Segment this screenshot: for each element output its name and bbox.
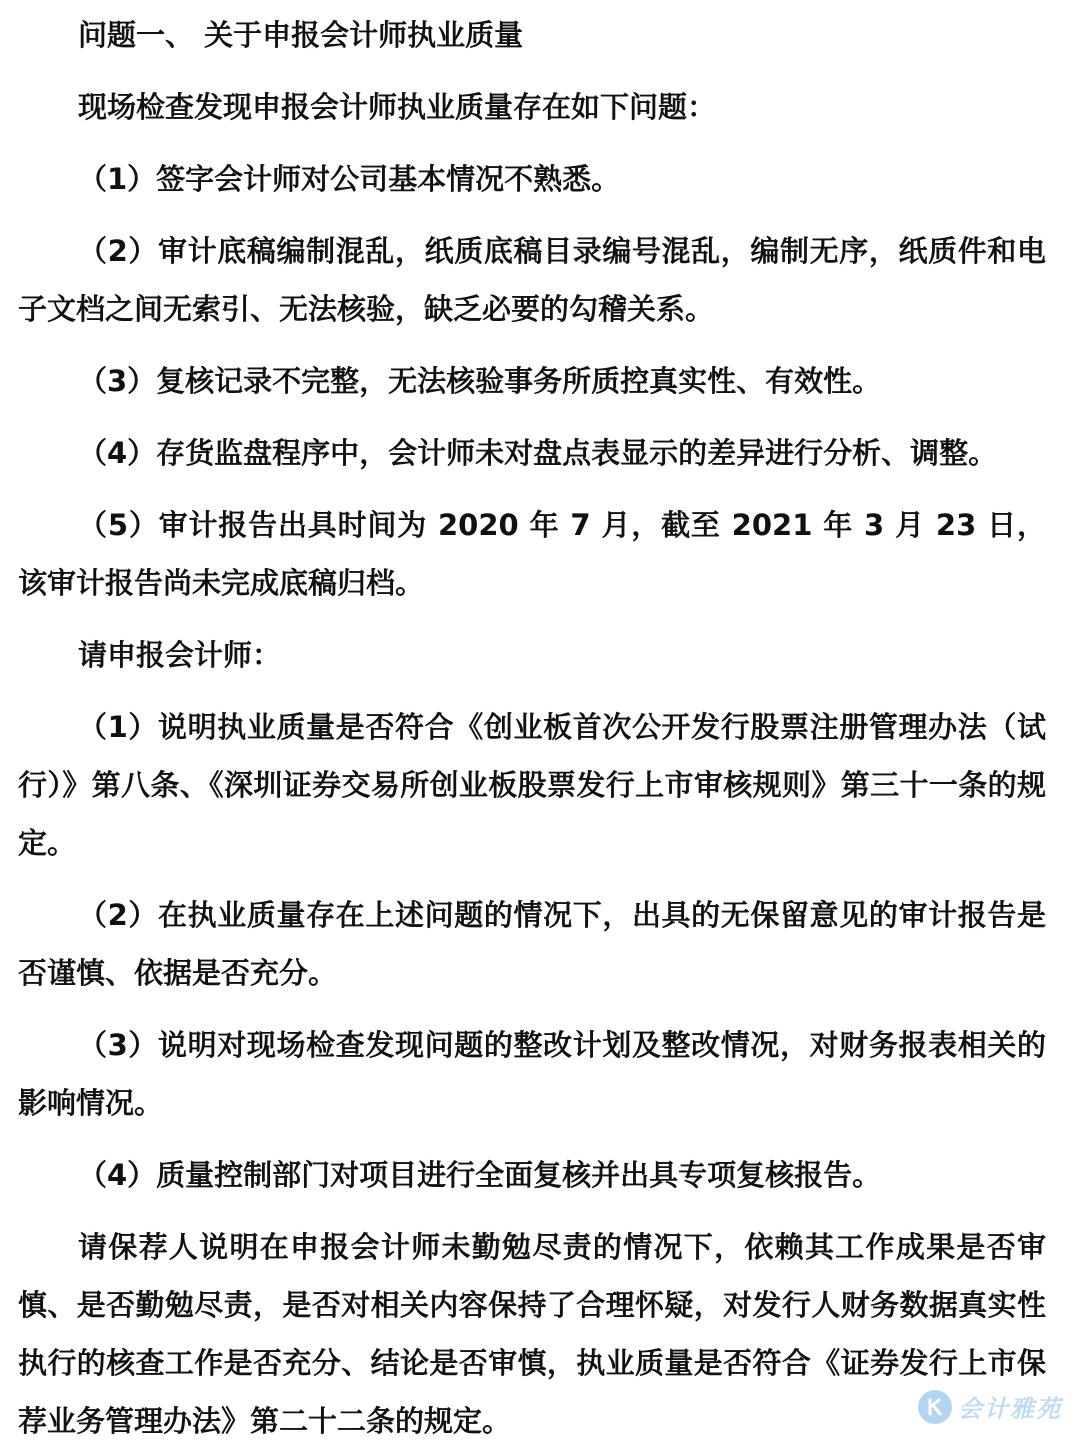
paragraph-request-1: （1）说明执业质量是否符合《创业板首次公开发行股票注册管理办法（试行）》第八条、《深圳证券交易所创业板股票发行上市审核规则》第三十一条的规定。 — [18, 710, 1046, 860]
watermark-text: 会计雅苑 — [958, 1395, 1062, 1423]
document-body — [18, 0, 1046, 1450]
paragraph-issue-4: （4）存货监盘程序中，会计师未对盘点表显示的差异进行分析、调整。 — [78, 436, 998, 470]
paragraph-issue-3: （3）复核记录不完整，无法核验事务所质控真实性、有效性。 — [78, 364, 882, 398]
paragraph-sponsor: 请保荐人说明在申报会计师未勤勉尽责的情况下，依赖其工作成果是否审慎、是否勤勉尽责，是否对相关内容保持了合理怀疑，对发行人财务数据真实性执行的核查工作是否充分、结论是否审慎，执业质量是否符合《证券发行上市保荐业务管理办法》第二十二条的规定。 — [18, 1230, 1046, 1438]
paragraph-request-3: （3）说明对现场检查发现问题的整改计划及整改情况，对财务报表相关的影响情况。 — [18, 1028, 1046, 1120]
watermark — [918, 1389, 1062, 1424]
paragraph-request-accountant: 请申报会计师： — [78, 638, 282, 672]
paragraph-issue-1: （1）签字会计师对公司基本情况不熟悉。 — [78, 162, 621, 196]
logo-icon — [918, 1390, 952, 1424]
paragraph-issue-2: （2）审计底稿编制混乱，纸质底稿目录编号混乱，编制无序，纸质件和电子文档之间无索引、无法核验，缺乏必要的勾稽关系。 — [18, 234, 1046, 326]
paragraph-issue-5: （5）审计报告出具时间为 2020 年 7 月，截至 2021 年 3 月 23 日，该审计报告尚未完成底稿归档。 — [18, 508, 1046, 600]
paragraph-intro: 现场检查发现申报会计师执业质量存在如下问题： — [78, 90, 717, 124]
paragraph-request-2: （2）在执业质量存在上述问题的情况下，出具的无保留意见的审计报告是否谨慎、依据是否充分。 — [18, 898, 1046, 990]
paragraph-request-4: （4）质量控制部门对项目进行全面复核并出具专项复核报告。 — [78, 1158, 882, 1192]
section-heading: 问题一、 关于申报会计师执业质量 — [78, 18, 524, 52]
